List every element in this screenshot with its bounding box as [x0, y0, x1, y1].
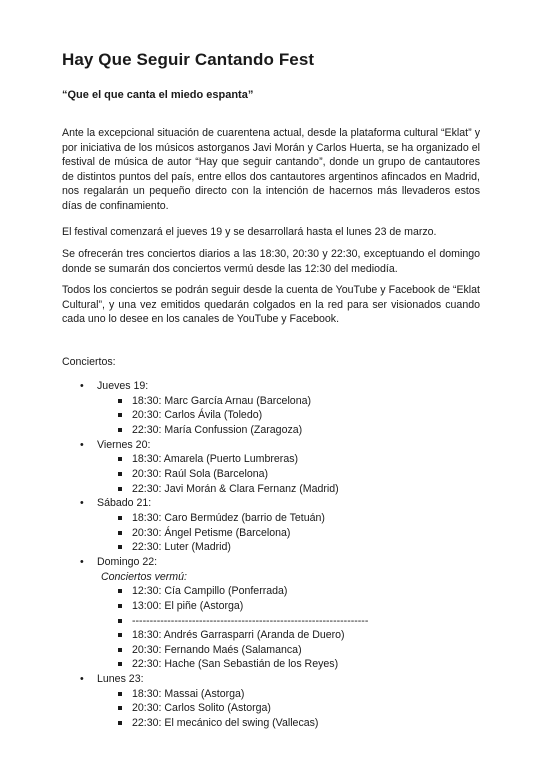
concert-item: 12:30: Cía Campillo (Ponferrada): [117, 584, 368, 599]
concert-sublist: [97, 584, 368, 672]
document-title: Hay Que Seguir Cantando Fest: [62, 50, 315, 69]
day-item-sabado: [80, 496, 368, 555]
day-item-domingo: [80, 555, 368, 672]
concert-item: 20:30: Ángel Petisme (Barcelona): [117, 526, 368, 541]
concert-sublist: [97, 687, 368, 731]
day-label: Lunes 23:: [97, 673, 144, 686]
day-item-viernes: [80, 438, 368, 497]
separator-item: -------------------------------------------------------------------: [117, 614, 368, 629]
concert-item: 22:30: Javi Morán & Clara Fernanz (Madrid): [117, 482, 368, 497]
day-item-lunes: [80, 672, 368, 731]
festival-dates-paragraph: El festival comenzará el jueves 19 y se desarrollará hasta el lunes 23 de marzo.: [62, 226, 437, 238]
concerts-heading: Conciertos:: [62, 356, 116, 368]
concert-item: 20:30: Carlos Ávila (Toledo): [117, 408, 368, 423]
concert-item: 22:30: El mecánico del swing (Vallecas): [117, 716, 368, 731]
concert-item: 20:30: Carlos Solito (Astorga): [117, 701, 368, 716]
concert-sublist: [97, 394, 368, 438]
day-label: Domingo 22:: [97, 555, 158, 568]
day-label: Jueves 19:: [97, 380, 149, 392]
vermu-label: Conciertos vermú:: [101, 570, 187, 583]
concert-item: 13:00: El piñe (Astorga): [117, 599, 368, 614]
concert-item: 20:30: Fernando Maés (Salamanca): [117, 643, 368, 658]
day-item-jueves: [80, 379, 368, 438]
day-label: Viernes 20:: [97, 438, 151, 451]
concert-item: 22:30: Luter (Madrid): [117, 540, 368, 555]
concert-item: 18:30: Amarela (Puerto Lumbreras): [117, 452, 368, 467]
concert-item: 22:30: Hache (San Sebastián de los Reyes): [117, 657, 368, 672]
schedule-paragraph: Se ofrecerán tres conciertos diarios a las 18:30, 20:30 y 22:30, exceptuando el domingo donde se sumarán dos conciertos vermú desde las 12:30 del mediodía.: [62, 248, 480, 275]
document-subtitle: “Que el que canta el miedo espanta”: [62, 89, 254, 101]
concert-item: 18:30: Marc García Arnau (Barcelona): [117, 394, 368, 409]
concert-item: 18:30: Andrés Garrasparri (Aranda de Duero): [117, 628, 368, 643]
streaming-paragraph: Todos los conciertos se podrán seguir desde la cuenta de YouTube y Facebook de “Eklat Cultural”, y una vez emitidos quedarán colgados en la red para ser visionados cuando cada uno lo desee en los canales de YouTube y Facebook.: [62, 284, 480, 326]
day-label: Sábado 21:: [97, 497, 152, 510]
concert-item: 20:30: Raúl Sola (Barcelona): [117, 467, 368, 482]
concert-item: 18:30: Massai (Astorga): [117, 687, 368, 702]
concert-item: 18:30: Caro Bermúdez (barrio de Tetuán): [117, 511, 368, 526]
concerts-list: [80, 379, 368, 731]
concert-sublist: [97, 452, 368, 496]
concert-sublist: [97, 511, 368, 555]
concert-item: 22:30: María Confussion (Zaragoza): [117, 423, 368, 438]
intro-paragraph: Ante la excepcional situación de cuarentena actual, desde la plataforma cultural “Eklat” y por iniciativa de los músicos astorganos Javi Morán y Carlos Huerta, se ha organizado el festival de música de autor “Hay que seguir cantando”, donde un grupo de cantautores de distintos puntos del país, entre ellos dos cantautores argentinos afincados en Madrid, nos regalarán un pequeño directo con la intención de hacernos más llevaderos estos días de confinamiento.: [62, 127, 480, 212]
